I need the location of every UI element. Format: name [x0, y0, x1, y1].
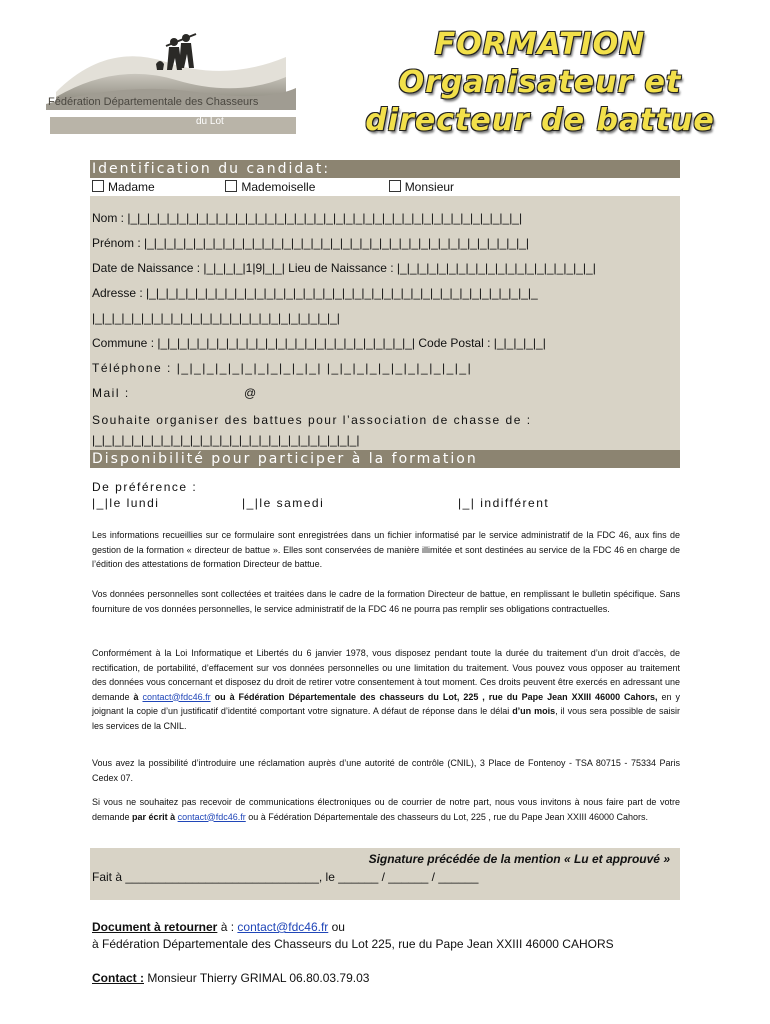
identification-section: [90, 160, 680, 468]
return-email-link[interactable]: contact@fdc46.fr: [237, 920, 329, 934]
signature-box[interactable]: [90, 848, 680, 900]
mademoiselle-checkbox[interactable]: [225, 180, 237, 192]
mail-label: Mail :: [92, 386, 130, 400]
title-line-1: FORMATION: [434, 27, 646, 62]
monsieur-label: Monsieur: [404, 180, 455, 194]
nom-field[interactable]: Nom : |_|_|_|_|_|_|_|_|_|_|_|_|_|_|_|_|_|_|_|_|_|_|_|_|_|_|_|_|_|_|_|_|_|_|_|_|_|_|_|_|: [92, 211, 523, 225]
signature-mention: Signature précédée de la mention « Lu et approuvé »: [368, 852, 670, 866]
association-field[interactable]: |_|_|_|_|_|_|_|_|_|_|_|_|_|_|_|_|_|_|_|_|_|_|_|_|_|_|_|: [92, 433, 360, 447]
rgpd-paragraph-2: Vos données personnelles sont collectées et traitées dans le cadre de la formation Directeur de battue, en remplissant le bulletin spécifique. Sans fourniture de vos données personnelles, le service administratif de la FDC 46 ne pourra pas remplir ses obligations contractuelles.: [92, 589, 680, 614]
hunters-landscape-icon: [46, 22, 296, 134]
disponibilite-options: [92, 496, 549, 510]
mail-at: @: [244, 386, 258, 400]
rgpd-paragraph-4: Vous avez la possibilité d’introduire une réclamation auprès d’une autorité de contrôle (CNIL), 3 Place de Fontenoy - TSA 80715 - 75334 Paris Cedex 07.: [92, 758, 680, 783]
contact-label: Contact :: [92, 971, 144, 985]
contact-line: [92, 971, 369, 985]
telephone-field[interactable]: Téléphone : |_|_|_|_|_|_|_|_|_|_|_| |_|_|_|_|_|_|_|_|_|_|_|: [92, 361, 473, 375]
org-name: Fédération Départementale des Chasseurs: [48, 96, 259, 108]
fait-a-line: Fait à _____________________________, le ______ / ______ / ______: [92, 870, 479, 884]
rgpd-paragraph-5: Si vous ne souhaitez pas recevoir de communications électroniques ou de courrier de notre part, nous vous invitons à nous faire part de votre demande par écrit à contact@fdc46.fr ou à Fédération Départementale des chasseurs du Lot, 225 , rue du Pape Jean XXIII 46000 Cahors.: [92, 797, 680, 822]
identification-header: Identification du candidat:: [90, 160, 680, 178]
option-samedi[interactable]: |_|le samedi: [242, 496, 325, 510]
commune-field[interactable]: Commune : |_|_|_|_|_|_|_|_|_|_|_|_|_|_|_|_|_|_|_|_|_|_|_|_|_|_| Code Postal : |_|_|_|_|_|: [92, 336, 546, 350]
org-sub: du Lot: [196, 116, 224, 127]
option-indifferent[interactable]: |_| indifférent: [458, 496, 550, 510]
adresse-field[interactable]: Adresse : |_|_|_|_|_|_|_|_|_|_|_|_|_|_|_|_|_|_|_|_|_|_|_|_|_|_|_|_|_|_|_|_|_|_|_|_|_|_|_|_: [92, 286, 538, 300]
contact-value: Monsieur Thierry GRIMAL 06.80.03.79.03: [147, 971, 370, 985]
title-line-3: directeur de battue: [365, 103, 715, 138]
title-line-2: Organisateur et: [398, 65, 682, 100]
contact-email-link-2[interactable]: contact@fdc46.fr: [177, 811, 246, 822]
adresse-field-line2[interactable]: |_|_|_|_|_|_|_|_|_|_|_|_|_|_|_|_|_|_|_|_|_|_|_|_|_|: [92, 311, 340, 325]
document-return-label: Document à retourner: [92, 920, 218, 934]
civility-row: [90, 178, 680, 196]
souhaite-label: Souhaite organiser des battues pour l’association de chasse de :: [92, 413, 532, 427]
fdc-logo: [46, 22, 296, 134]
mail-field[interactable]: [90, 381, 680, 406]
option-lundi[interactable]: |_|le lundi: [92, 496, 160, 510]
document-title: [330, 26, 750, 140]
rgpd-paragraph-3: Conformément à la Loi Informatique et Libertés du 6 janvier 1978, vous disposez pendant toute la durée du traitement d’un droit d’accès, de rectification, de portabilité, d’effacement sur vos données personnelles ou une limitation du traitement. Vous pouvez vous opposer au traitement des données vous concernant et disposez du droit de retirer votre consentement à tout moment. Ces droits peuvent être exercés en adressant une demande à contact@fdc46.fr ou à Fédération Départementale des chasseurs du Lot, 225 , rue du Pape Jean XXIII 46000 Cahors, en y joignant la copie d’un justificatif d’identité comportant votre signature. A défaut de réponse dans le délai d’un mois, il vous sera possible de saisir les services de la CNIL.: [92, 648, 680, 731]
rgpd-paragraph-1: Les informations recueillies sur ce formulaire sont enregistrées dans un fichier informatisé par le service administratif de la FDC 46, aux fins de gestion de la formation « directeur de battue ». Elles sont conservées de manière illimitée et sont destinées au service de la FDC 46 en charge de l’édition des attestations de formation Directeur de battue.: [92, 530, 680, 569]
preference-label: De préférence :: [92, 480, 198, 494]
document-return-line: Document à retourner à : contact@fdc46.fr ou: [92, 920, 345, 934]
prenom-field[interactable]: Prénom : |_|_|_|_|_|_|_|_|_|_|_|_|_|_|_|_|_|_|_|_|_|_|_|_|_|_|_|_|_|_|_|_|_|_|_|_|_|_|_|: [92, 236, 529, 250]
monsieur-checkbox[interactable]: [389, 180, 401, 192]
naissance-field[interactable]: Date de Naissance : |_|_|_|_|1|9|_|_| Lieu de Naissance : |_|_|_|_|_|_|_|_|_|_|_|_|_|_|_|_|_|_|_|_|: [92, 261, 596, 275]
madame-label: Madame: [108, 180, 155, 194]
madame-checkbox[interactable]: [92, 180, 104, 192]
disponibilite-header: Disponibilité pour participer à la formation: [90, 450, 680, 468]
return-address: à Fédération Départementale des Chasseurs du Lot 225, rue du Pape Jean XXIII 46000 CAHORS: [92, 937, 614, 951]
mademoiselle-label: Mademoiselle: [241, 180, 316, 194]
contact-email-link[interactable]: contact@fdc46.fr: [142, 691, 211, 702]
